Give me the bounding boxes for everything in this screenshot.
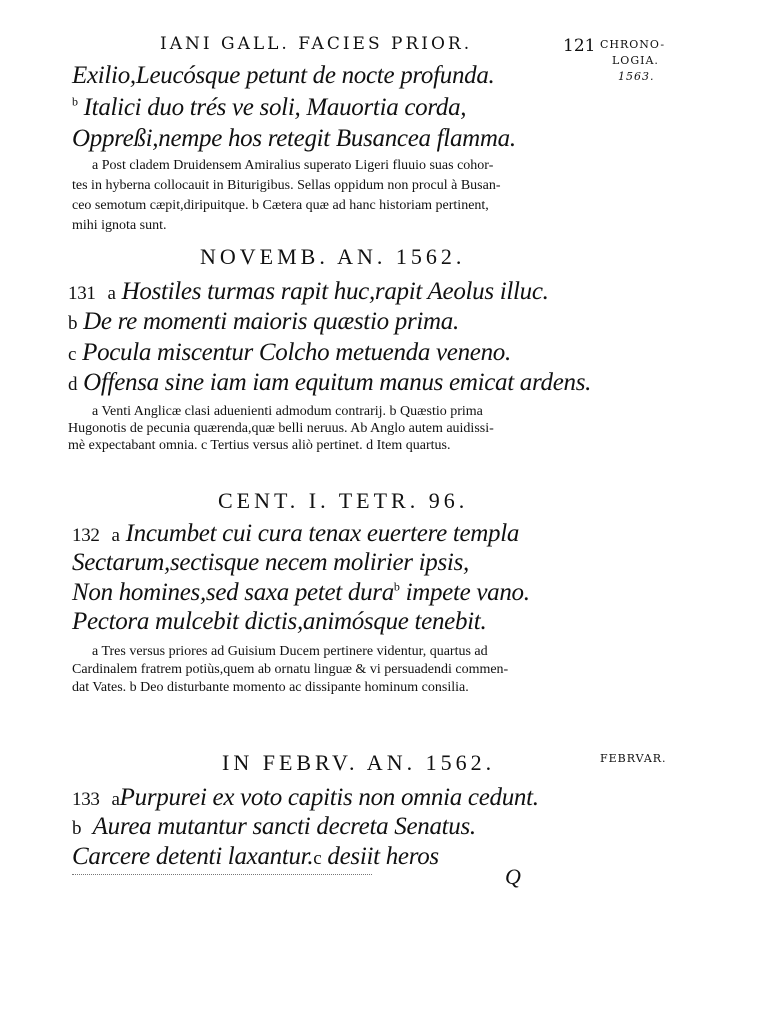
running-title: IANI GALL. FACIES PRIOR.: [160, 34, 473, 54]
verse-line: 133 aPurpurei ex voto capitis non omnia cedunt.: [72, 784, 539, 811]
signature-mark: Q: [505, 864, 521, 889]
verse-line: c Pocula miscentur Colcho metuenda veneno.: [68, 339, 511, 366]
note-line: mè expectabant omnia. c Tertius versus aliò pertinet. d Item quartus.: [68, 438, 451, 453]
note-line: tes in hyberna collocauit in Biturigibus. Sellas oppidum non procul à Busan-: [72, 178, 501, 193]
verse-line: Carcere detenti laxantur.c desiit heros: [72, 843, 439, 870]
verse-number: 131: [68, 283, 96, 304]
note-line: a Post cladem Druidensem Amiralius superato Ligeri fluuio suas cohor-: [92, 158, 494, 173]
verse-line: 132 a Incumbet cui cura tenax euertere templa: [72, 520, 520, 547]
verse-line: 131 a Hostiles turmas rapit huc,rapit Aeolus illuc.: [68, 278, 549, 305]
verse-marker: d: [68, 374, 78, 395]
margin-note-chronologia-2: LOGIA.: [612, 54, 659, 67]
verse-line: b Aurea mutantur sancti decreta Senatus.: [72, 813, 476, 840]
verse-marker: a: [111, 789, 120, 810]
verse-marker: b: [72, 818, 82, 839]
verse-line: d Offensa sine iam iam equitum manus emicat ardens.: [68, 369, 592, 396]
page-number: 121: [563, 36, 596, 56]
note-line: Hugonotis de pecunia quærenda,quæ belli neruus. Ab Anglo autem auidissi-: [68, 421, 494, 436]
section-heading: IN FEBRV. AN. 1562.: [222, 750, 496, 775]
verse-marker: b: [393, 579, 400, 594]
verse-marker: b: [68, 313, 78, 334]
section-heading: CENT. I. TETR. 96.: [218, 488, 469, 513]
verse-line: Exilio,Leucósque petunt de nocte profunda.: [72, 62, 495, 89]
verse-marker: c: [68, 344, 77, 365]
verse-marker: c: [313, 848, 322, 869]
margin-note-year: 1563.: [618, 70, 655, 83]
verse-marker: b: [72, 94, 78, 109]
note-line: a Venti Anglicæ clasi aduenienti admodum contrarij. b Quæstio prima: [92, 404, 483, 419]
verse-line: Sectarum,sectisque necem molirier ipsis,: [72, 549, 469, 576]
verse-marker: a: [111, 525, 120, 546]
verse-marker: a: [107, 283, 116, 304]
note-line: Cardinalem fratrem potiùs,quem ab ornatu linguæ & vi persuadendi commen-: [72, 662, 509, 677]
margin-note-chronologia-1: CHRONO-: [600, 38, 666, 51]
verse-line: Non homines,sed saxa petet dura$^b$ impete vano.: [72, 579, 530, 606]
note-line: ceo semotum cæpit,diripuitque. b Cætera quæ ad hanc historiam pertinent,: [72, 198, 489, 213]
verse-line: $^b$ Italici duo trés ve soli, Mauortia corda,: [72, 94, 467, 121]
verse-line: b De re momenti maioris quæstio prima.: [68, 308, 459, 335]
margin-note-februar: FEBRVAR.: [600, 752, 667, 765]
note-line: a Tres versus priores ad Guisium Ducem pertinere videntur, quartus ad: [92, 644, 488, 659]
note-line: dat Vates. b Deo disturbante momento ac dissipante hominum consilia.: [72, 680, 469, 695]
bottom-rule: [72, 874, 372, 875]
section-heading: NOVEMB. AN. 1562.: [200, 244, 466, 269]
note-line: mihi ignota sunt.: [72, 218, 167, 233]
verse-line: Pectora mulcebit dictis,animósque tenebit.: [72, 608, 487, 635]
verse-number: 132: [72, 525, 100, 546]
verse-number: 133: [72, 789, 100, 810]
verse-line: Oppreßi,nempe hos retegit Busancea flamma.: [72, 125, 516, 152]
